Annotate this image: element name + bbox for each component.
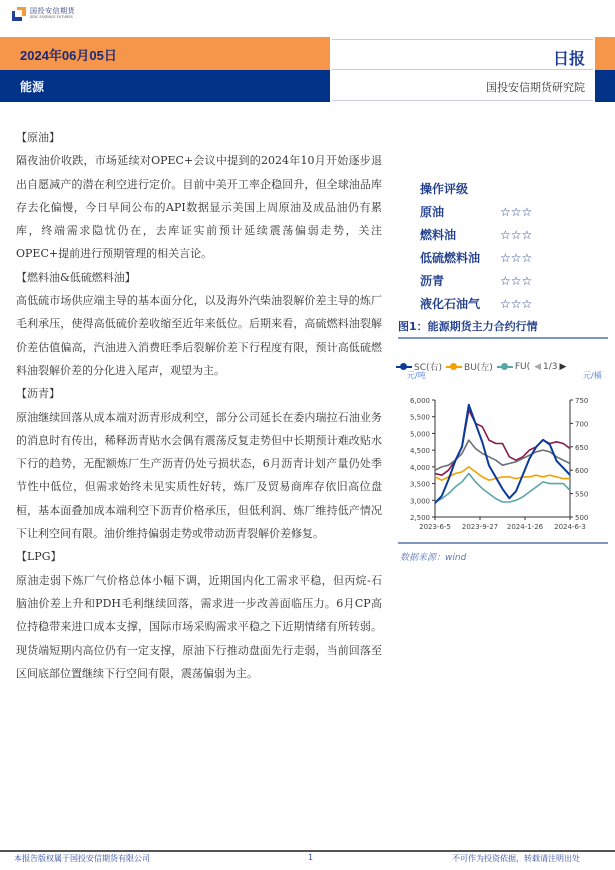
section-heading-fuel-oil: 【燃料油&低硫燃料油】 [16,270,136,284]
logo-name-cn: 国投安信期货 [30,7,75,16]
section-body-fuel-oil: 高低硫市场供应端主导的基本面分化，以及海外汽柴油裂解价差主导的炼厂毛利承压，使得高低硫价差收缩至近年来低位。后期来看，高硫燃料油裂解价差估值偏高，汽油进入消费旺季后裂解价差下行程度有限，预计高低硫燃料油裂解价差的分化进入尾声，观望为主。 [16,294,382,377]
footer-rule [0,850,615,852]
section-heading-bitumen: 【沥青】 [16,387,60,401]
company-logo [12,7,75,21]
star-rating-icon: ☆☆☆ [500,251,533,265]
report-type-title: 日报 [552,49,585,68]
svg-text:600: 600 [575,467,589,476]
right-axis-unit: 元/桶 [583,371,602,380]
left-axis-unit: 元/吨 [407,371,426,380]
svg-text:2,500: 2,500 [409,514,430,522]
legend-page-indicator: 1/3 [543,361,558,372]
section-heading-lpg: 【LPG】 [16,550,62,564]
svg-text:700: 700 [575,420,589,429]
report-type-panel [330,37,595,102]
logo-mark-icon [12,7,26,21]
divider [332,69,593,70]
rating-row [420,270,532,293]
rating-title: 操作评级 [420,182,469,196]
divider [332,39,593,40]
rating-name: 燃料油 [420,228,457,242]
legend-next-icon[interactable]: ▶ [559,361,567,372]
star-rating-icon: ☆☆☆ [500,274,533,288]
rating-name: 低硫燃料油 [420,251,481,265]
svg-text:5,500: 5,500 [409,413,430,422]
section-body-crude: 隔夜油价收跌，市场延续对OPEC+会议中提到的2024年10月开始逐步退出自愿减产的潜在利空进行定价。目前中美开工率企稳回升，但全球油品库存去化偏慢，今日早间公布的API数据显示美国上周原油及成品油仍有累库，终端需求隐忧仍在，去库证实前预计延续震荡偏弱走势，关注OPEC+提前进行预期管理的相关言论。 [16,154,382,261]
rating-name: 原油 [420,205,445,219]
rating-row [420,293,532,316]
data-source: 数据来源：wind [400,553,467,563]
rating-row [420,201,532,224]
chart-axes [410,397,588,531]
energy-futures-chart [395,350,610,540]
section-heading-crude: 【原油】 [16,131,60,144]
figure-title: 图1：能源期货主力合约行情 [398,320,538,333]
star-rating-icon: ☆☆☆ [500,228,533,242]
report-date: 2024年06月05日 [20,48,117,63]
report-sector: 能源 [20,80,45,94]
svg-text:5,000: 5,000 [409,430,430,439]
legend-item-fu[interactable]: FU( [497,362,530,372]
rating-table [420,178,532,316]
rating-row [420,247,532,270]
svg-text:500: 500 [575,514,589,522]
legend-item-sc[interactable]: SC(右) [396,360,442,373]
section-body-lpg: 原油走弱下炼厂气价格总体小幅下调，近期国内化工需求平稳，但丙烷-石脑油价差上升和PDH毛利继续回落，需求进一步改善面临压力。6月CP高位持稳带来进口成本支撑，国际市场采购需求平稳之下近期情绪有所转弱。现货端短期内高位仍有一定支撑，原油下行推动盘面先行走弱，当前回落至区间底部位置继续下行空间有限，震荡偏弱为主。 [16,573,382,680]
svg-text:750: 750 [575,397,589,405]
svg-text:550: 550 [575,490,589,499]
legend-prev-icon[interactable]: ◀ [534,361,542,372]
rating-name: 液化石油气 [420,297,481,311]
svg-text:4,000: 4,000 [409,463,430,472]
chart-series [435,405,570,503]
rating-name: 沥青 [420,274,445,288]
rating-row [420,224,532,247]
figure-bottom-rule [398,542,608,544]
commentary-body [16,126,382,685]
svg-text:2023-6-5: 2023-6-5 [419,523,451,531]
page-number: 1 [308,853,314,862]
svg-text:4,500: 4,500 [409,447,430,456]
svg-text:6,000: 6,000 [409,397,430,405]
section-body-bitumen: 原油继续回落从成本端对沥青形成利空，部分公司延长在委内瑞拉石油业务的消息时有传出，稀释沥青贴水会偶有震荡反复走势但中长期预计难改贴水下行的趋势，无配额炼厂生产沥青仍处亏损状态，6月沥青计划产量仍处季节性中低位，但需求始终未见实质性好转，炼厂及贸易商库存依旧高位盘桓，基本面叠加成本端利空下沥青价格承压，但低利润、炼厂维持低产情况下让利空间有限。油价维持偏弱走势或带动沥青裂解价差修复。 [16,410,382,541]
institute-name: 国投安信期货研究院 [486,81,585,94]
svg-text:3,000: 3,000 [409,497,430,506]
star-rating-icon: ☆☆☆ [500,297,533,311]
legend-item-bu[interactable]: BU(左) [446,360,493,373]
figure-top-rule [398,337,608,339]
divider [332,100,593,101]
logo-name-en: SDIC ESSENCE FUTURES [30,15,73,20]
svg-text:650: 650 [575,443,589,452]
footer-disclaimer: 不可作为投资依据，转载请注明出处 [452,854,580,863]
svg-text:3,500: 3,500 [409,480,430,489]
footer-copyright: 本报告版权属于国投安信期货有限公司 [14,854,150,863]
svg-text:2023-9-27: 2023-9-27 [461,523,499,531]
star-rating-icon: ☆☆☆ [500,205,533,219]
svg-text:2024-1-26: 2024-1-26 [506,523,544,531]
svg-text:2024-6-3: 2024-6-3 [554,523,586,531]
